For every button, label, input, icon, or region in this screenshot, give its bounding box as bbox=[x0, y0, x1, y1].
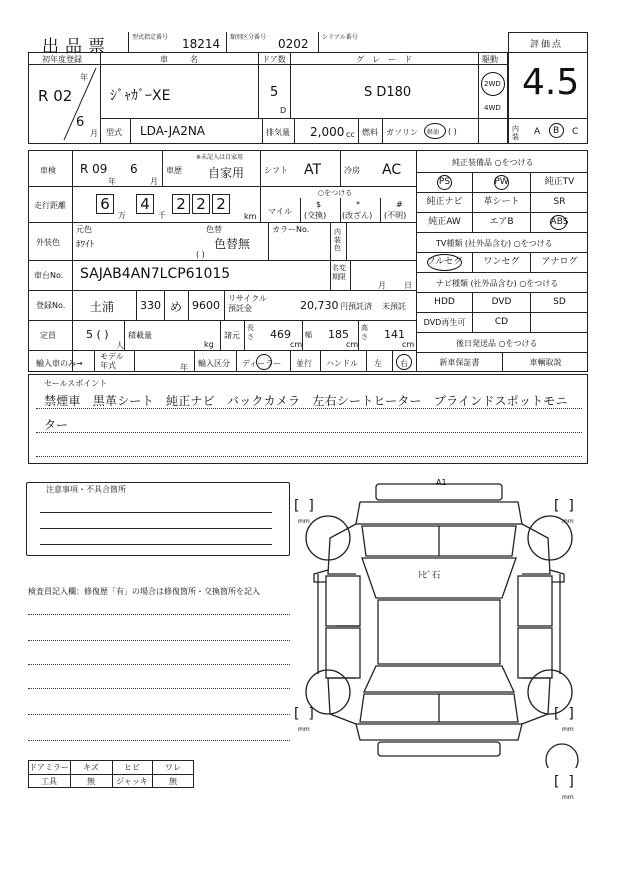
model: LDA-JA2NA bbox=[140, 124, 206, 138]
capacity: 5 ( ) bbox=[86, 328, 109, 341]
nav-dvd-play: DVD再生可 bbox=[423, 318, 466, 327]
sales-line-2: ター bbox=[44, 418, 69, 432]
caution-label: 注意事項・不具合箇所 bbox=[46, 485, 126, 494]
interior-b: B bbox=[553, 126, 560, 136]
shaken-year-unit: 年 bbox=[108, 177, 116, 186]
meter-exchange: (交換) bbox=[304, 211, 327, 220]
length-unit: cm bbox=[290, 340, 303, 349]
km-unit: km bbox=[244, 212, 257, 221]
handle-right: 右 bbox=[400, 359, 408, 368]
dims-label: 諸元 bbox=[224, 331, 240, 340]
height: 141 bbox=[384, 328, 405, 341]
model-year-label: モデル年式 bbox=[100, 352, 124, 370]
tools-header-mirror: ドアミラー bbox=[29, 763, 69, 772]
genuine-leather: 革シート bbox=[483, 197, 520, 207]
mileage-digit: 4 bbox=[136, 194, 154, 214]
import-parallel: 並行 bbox=[296, 359, 312, 368]
car-name-label: 車名 bbox=[160, 55, 220, 64]
tv-fullseg-circle bbox=[427, 254, 462, 271]
recycle-not: 未預託 bbox=[382, 302, 406, 311]
recycle-done: 円預託済 bbox=[340, 302, 372, 311]
height-unit: cm bbox=[402, 340, 415, 349]
load-label: 積載量 bbox=[128, 331, 152, 340]
displacement-label: 排気量 bbox=[266, 128, 290, 137]
drive-label: 駆動 bbox=[482, 55, 498, 64]
doors-label: ドア数 bbox=[262, 55, 286, 64]
genuine-navi: 純正ナビ bbox=[426, 197, 463, 207]
tools-label-tools: 工具 bbox=[41, 777, 57, 786]
car-diagram bbox=[300, 478, 590, 768]
nav-cd: CD bbox=[494, 317, 509, 327]
use-value: 自家用 bbox=[208, 166, 245, 180]
genuine-header: 純正装備品 ○をつける bbox=[452, 158, 534, 167]
sales-label: セールスポイント bbox=[44, 379, 108, 388]
shaken-label: 車検 bbox=[40, 166, 56, 175]
first-reg-era: R 02 bbox=[38, 87, 73, 105]
a1-mark: A1 bbox=[436, 478, 447, 487]
meter-tamper-sym: * bbox=[356, 200, 360, 209]
chassis-no: SAJAB4AN7LCP61015 bbox=[80, 266, 231, 282]
import-dealer-circle bbox=[256, 354, 272, 370]
mileage-label: 走行距離 bbox=[34, 201, 66, 210]
tools-header-crack: ヒビ bbox=[124, 763, 140, 772]
damage-brackets: [ ] mm [ ] mm [ ] mm [ ] mm [ ] mm bbox=[294, 498, 574, 801]
nav-hdd: HDD bbox=[434, 297, 455, 307]
score-value: 4.5 bbox=[522, 62, 580, 103]
genuine-tv: 純正TV bbox=[544, 177, 575, 187]
use-label: 車歴 bbox=[166, 166, 182, 175]
fuel-diesel: 軽油 bbox=[427, 129, 440, 136]
tv-oneseg: ワンセグ bbox=[483, 257, 520, 267]
serial-label: シリアル番号 bbox=[322, 34, 358, 41]
fuel-gasoline: ガソリン bbox=[386, 128, 418, 137]
reg-kana: め bbox=[170, 300, 183, 314]
color-label: 外装色 bbox=[36, 238, 60, 247]
genuine-sr: SR bbox=[553, 197, 566, 207]
category-no: 0202 bbox=[278, 37, 309, 51]
mm-unit: mm bbox=[298, 726, 310, 733]
capacity-unit: 人 bbox=[116, 341, 124, 350]
load-unit: kg bbox=[204, 340, 214, 349]
color-change: 色替無 bbox=[214, 237, 251, 251]
fuel-other: ( ) bbox=[448, 127, 457, 136]
inspector-label: 検査員記入欄：修復歴「有」の場合は修復箇所・交換箇所を記入 bbox=[28, 587, 260, 596]
reg-label: 登録No. bbox=[36, 301, 66, 310]
interior-color-label: 内装色 bbox=[334, 228, 341, 252]
handle-label: ハンドル bbox=[326, 359, 358, 368]
nav-dvd: DVD bbox=[491, 297, 512, 307]
handle-left: 左 bbox=[374, 359, 382, 368]
drive-4wd: 4WD bbox=[484, 104, 501, 112]
shaken-month: 6 bbox=[130, 162, 138, 176]
length: 469 bbox=[270, 328, 291, 341]
shift-label: シフト bbox=[264, 166, 288, 175]
mileage-digit: 6 bbox=[96, 194, 114, 214]
meter-note: ○をつける bbox=[318, 189, 353, 197]
tv-header: TV種類 (社外品含む) ○をつける bbox=[436, 239, 553, 248]
meter-unknown: (不明) bbox=[384, 211, 407, 220]
color-paren: ( ) bbox=[196, 250, 205, 259]
meter-unknown-sym: # bbox=[396, 200, 403, 209]
ac-label: 冷房 bbox=[344, 166, 360, 175]
first-reg-month: 6 bbox=[76, 115, 85, 130]
type-no: 18214 bbox=[182, 37, 221, 51]
name-change-label: 名変期限 bbox=[332, 264, 346, 281]
genuine-ps: PS bbox=[438, 177, 451, 187]
interior-c: C bbox=[572, 127, 579, 137]
post-header: 後日発送品 ○をつける bbox=[456, 339, 538, 348]
import-type-label: 輸入区分 bbox=[198, 359, 230, 368]
nav-blank bbox=[531, 313, 588, 332]
mm-unit: mm bbox=[562, 518, 574, 525]
meter-tamper: (改ざん) bbox=[342, 211, 373, 220]
sales-line-1: 禁煙車 黒革シート 純正ナビ バックカメラ 左右シートヒーター ブラインドスポットモニ bbox=[44, 394, 568, 408]
drive-2wd: 2WD bbox=[484, 80, 501, 88]
recycle-label: リサイクル預託金 bbox=[228, 294, 267, 313]
post-warranty: 新車保証書 bbox=[439, 358, 480, 367]
mm-unit: mm bbox=[562, 794, 574, 801]
chassis-label: 車台No. bbox=[34, 271, 64, 280]
reg-num: 9600 bbox=[192, 299, 220, 312]
import-dealer: ディーラー bbox=[242, 359, 282, 368]
import-label: 輸入車のみ→ bbox=[36, 359, 83, 368]
interior-a: A bbox=[534, 127, 541, 137]
type-no-label: 型式指定番号 bbox=[132, 34, 169, 41]
model-year-unit: 年 bbox=[180, 363, 188, 372]
year-unit: 年 bbox=[80, 73, 88, 82]
tools-value-tools: 無 bbox=[87, 777, 95, 786]
color-orig-label: 元色 bbox=[76, 225, 92, 234]
genuine-pw-circle bbox=[494, 175, 509, 190]
mileage-digit: 2 bbox=[212, 194, 230, 214]
shaken-era: R 09 bbox=[80, 162, 108, 176]
displacement: 2,000 bbox=[310, 125, 345, 139]
month-unit: 月 bbox=[90, 129, 98, 138]
color-change-label: 色替 bbox=[206, 225, 222, 234]
shaken-month-unit: 月 bbox=[150, 177, 158, 186]
sen-unit: 千 bbox=[158, 211, 166, 220]
recycle-amount: 20,730 bbox=[300, 299, 339, 312]
man-unit: 万 bbox=[118, 211, 126, 220]
form-title: 出品票 bbox=[42, 37, 111, 57]
cc-unit: cc bbox=[346, 130, 355, 139]
reg-place: 土浦 bbox=[90, 300, 115, 314]
nav-sd: SD bbox=[553, 297, 566, 307]
chip-mark: ﾄﾋﾞ石 bbox=[418, 571, 441, 581]
tools-header-scratch: キズ bbox=[83, 763, 99, 772]
mm-unit: mm bbox=[562, 726, 574, 733]
doors: 5 bbox=[270, 85, 279, 100]
tv-analog: アナログ bbox=[541, 257, 578, 267]
interior-label: 内装 bbox=[512, 125, 519, 141]
height-label: 高さ bbox=[361, 324, 368, 341]
category-label: 類別区分番号 bbox=[230, 34, 267, 41]
tools-header-break: ワレ bbox=[165, 763, 181, 772]
ac: AC bbox=[382, 162, 402, 178]
sales-section bbox=[28, 374, 588, 464]
name-change-day: 日 bbox=[404, 281, 412, 290]
capacity-label: 定員 bbox=[40, 331, 56, 340]
genuine-pw: PW bbox=[494, 177, 509, 187]
tv-fullseg: フルセグ bbox=[426, 257, 463, 267]
length-label: 長さ bbox=[247, 324, 254, 341]
meter-exchange-sym: $ bbox=[316, 200, 322, 209]
color-orig: ﾎﾜｲﾄ bbox=[76, 240, 95, 250]
name-change-month: 月 bbox=[378, 281, 386, 290]
mm-unit: mm bbox=[298, 518, 310, 525]
model-label: 型式 bbox=[106, 128, 122, 137]
genuine-abs: ABS bbox=[550, 217, 569, 227]
grade-label: グレード bbox=[356, 55, 420, 64]
tools-label-jack: ジャッキ bbox=[116, 777, 148, 786]
score-label: 評価点 bbox=[530, 40, 564, 50]
reg-class: 330 bbox=[140, 299, 161, 312]
grade: S D180 bbox=[364, 85, 412, 100]
width: 185 bbox=[328, 328, 349, 341]
car-name: ｼﾞｬｶﾞｰXE bbox=[110, 88, 171, 104]
nav-header: ナビ種類 (社外品含む) ○をつける bbox=[436, 279, 559, 288]
door-type: D bbox=[280, 106, 287, 115]
post-manual: 車輌取説 bbox=[529, 358, 562, 367]
tools-value-jack: 無 bbox=[169, 777, 177, 786]
first-reg-label: 初年度登録 bbox=[42, 55, 82, 64]
genuine-ps-circle bbox=[437, 175, 452, 190]
mileage-digit: 2 bbox=[192, 194, 210, 214]
use-note: ※未記入は自家用 bbox=[196, 154, 244, 161]
width-label: 幅 bbox=[305, 331, 312, 339]
shift: AT bbox=[304, 162, 322, 178]
genuine-airbag: エアB bbox=[489, 217, 514, 227]
color-no-label: カラーNo. bbox=[272, 225, 310, 234]
fuel-label: 燃料 bbox=[362, 128, 378, 137]
width-unit: cm bbox=[346, 340, 359, 349]
genuine-abs-circle bbox=[550, 215, 567, 230]
mileage-digit: 2 bbox=[172, 194, 190, 214]
meter-mile: マイル bbox=[268, 207, 292, 216]
genuine-aw: 純正AW bbox=[428, 217, 461, 227]
